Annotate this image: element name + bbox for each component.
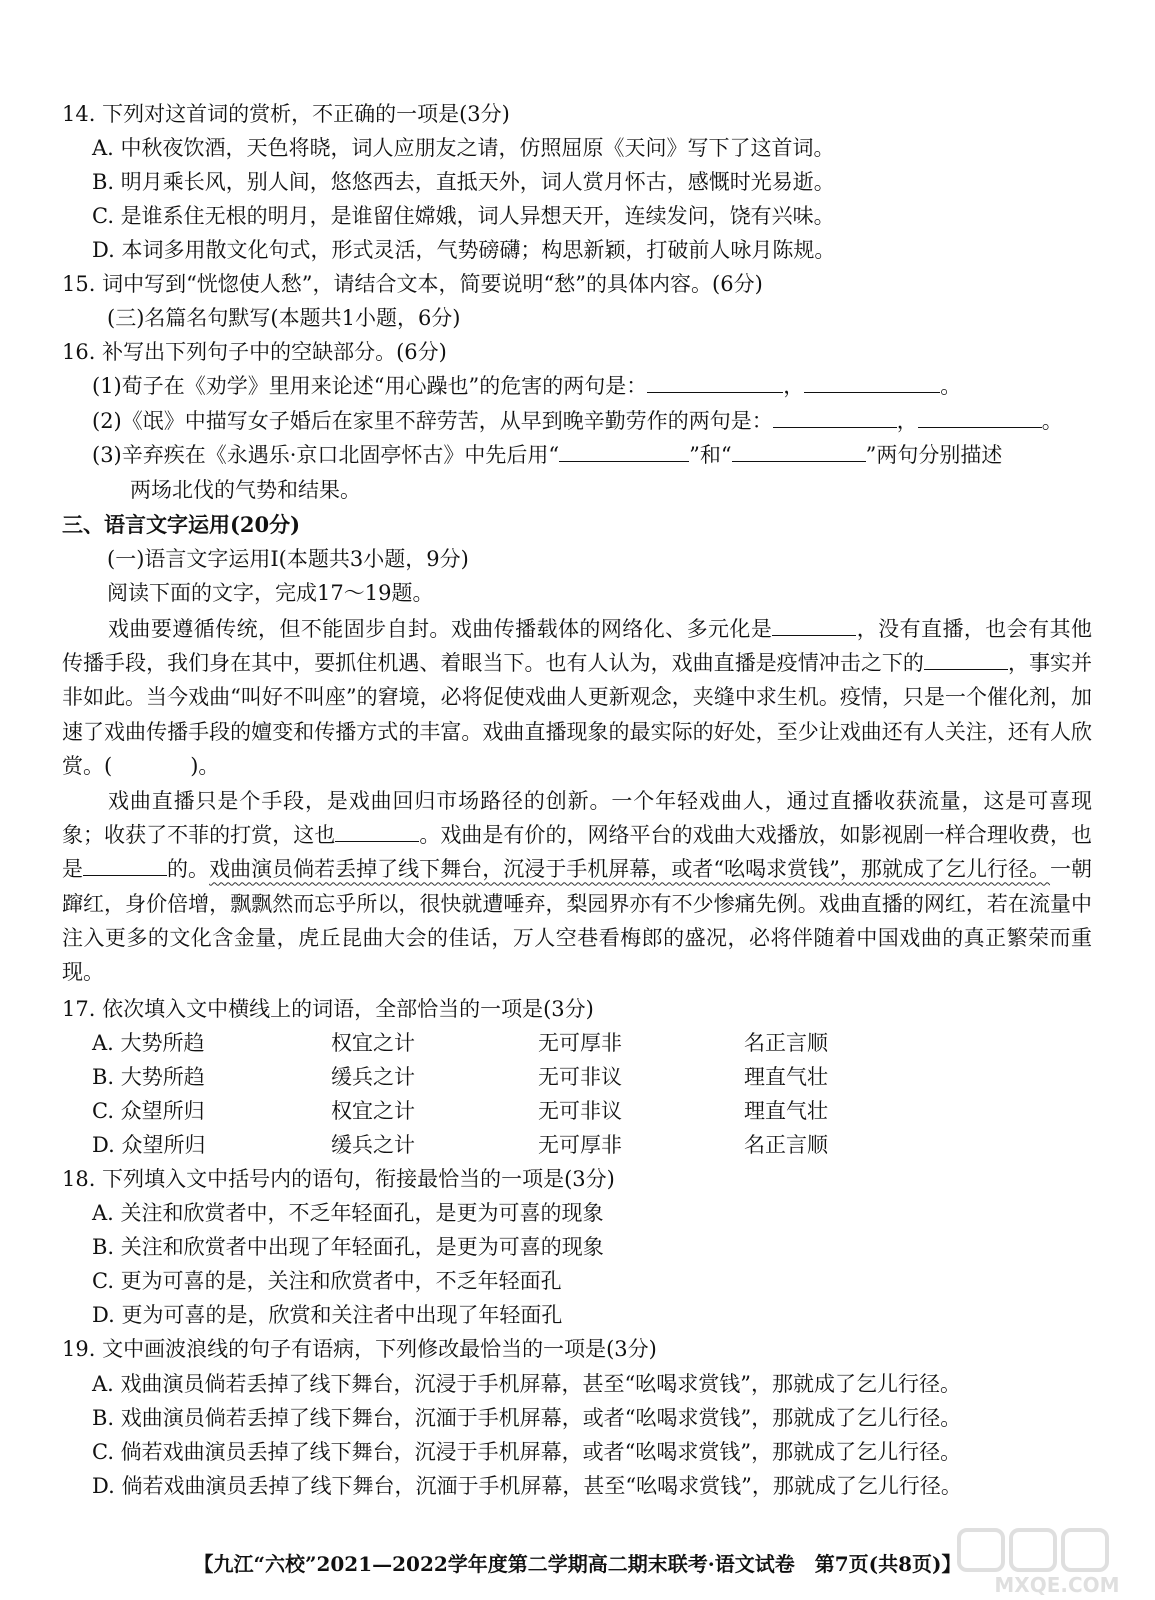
reading-intro: 阅读下面的文字，完成17～19题。: [107, 581, 434, 605]
q19-option-b: B. 戏曲演员倘若丢掉了线下舞台，沉湎于手机屏幕，或者“吆喝求赏钱”，那就成了乞儿行径。: [92, 1406, 962, 1430]
passage-text: 一朝蹿红，身价倍增，飘飘然而忘乎所以，很快就遭唾弃，梨园界亦有不少惨痛先例。戏曲直播的网红，若在流量中注入更多的文化含金量，虎丘昆曲大会的佳话，万人空巷看梅郎的盛况，必将伴随着中国戏曲的真正繁荣而重现。: [62, 857, 1093, 985]
q16-item-3-b: ”和“: [689, 443, 732, 467]
passage-text: 。戏曲是有价的，网络平台的戏曲大戏播放，如影视剧一样合理收费，也是: [62, 823, 1093, 882]
q16-period: 。: [1041, 409, 1063, 433]
q17-cell: 缓兵之计: [331, 1065, 415, 1089]
q16-item-2-text: (2)《氓》中描写女子婚后在家里不辞劳苦，从早到晚辛勤劳作的两句是：: [92, 409, 773, 433]
q16-comma: ，: [783, 374, 805, 398]
passage-blank: [772, 613, 856, 636]
q17-cell: D. 众望所归: [92, 1133, 206, 1157]
q14-option-b: B. 明月乘长风，别人间，悠悠西去，直抵天外，词人赏月怀古，感慨时光易逝。: [92, 170, 835, 194]
q17-cell: 无可厚非: [538, 1133, 622, 1157]
passage-text: ，事实并非如此。当今戏曲“叫好不叫座”的窘境，必将促使戏曲人更新观念，夹缝中求生机。疫情，只是一个催化剂，加速了戏曲传播手段的嬗变和传播方式的丰富。戏曲直播现象的最实际的好处，至少让戏曲还有人关注，还有人欣赏。(: [62, 651, 1093, 778]
q17-cell: 名正言顺: [744, 1031, 828, 1055]
q17-cell: 权宜之计: [331, 1099, 415, 1123]
q17-cell: A. 大势所趋: [92, 1031, 205, 1055]
q17-cell: 名正言顺: [744, 1133, 828, 1157]
answer-blank[interactable]: [804, 370, 940, 393]
wavy-underlined-sentence: 戏曲演员倘若丢掉了线下舞台，沉浸于手机屏幕，或者“吆喝求赏钱”，那就成了乞儿行径。: [209, 857, 1051, 882]
q16-item-3-a: (3)辛弃疾在《永遇乐·京口北固亭怀古》中先后用“: [92, 443, 560, 467]
q16-item-3-cont: 两场北伐的气势和结果。: [130, 478, 361, 502]
q18-option-c: C. 更为可喜的是，关注和欣赏者中，不乏年轻面孔: [92, 1269, 562, 1293]
q17-cell: 缓兵之计: [331, 1133, 415, 1157]
watermark-text: MXQE.COM: [994, 1573, 1120, 1596]
passage-text: 戏曲要遵循传统，但不能固步自封。戏曲传播载体的网络化、多元化是: [108, 617, 773, 641]
answer-blank[interactable]: [773, 405, 897, 428]
q19-option-c: C. 倘若戏曲演员丢掉了线下舞台，沉浸于手机屏幕，或者“吆喝求赏钱”，那就成了乞儿行径。: [92, 1440, 962, 1464]
passage-text: )。: [190, 753, 220, 778]
q14-option-c: C. 是谁系住无根的明月，是谁留住嫦娥，词人异想天开，连续发问，饶有兴味。: [92, 204, 835, 228]
q17-cell: 无可非议: [538, 1099, 622, 1123]
q16-item-3: [92, 439, 1093, 471]
q18-option-d: D. 更为可喜的是，欣赏和关注者中出现了年轻面孔: [92, 1303, 563, 1327]
passage-blank: [924, 647, 1008, 670]
q17-cell: 理直气壮: [744, 1065, 828, 1089]
passage-blank: [83, 853, 167, 876]
part-3-title: 三、语言文字运用(20分): [62, 512, 301, 537]
q17-cell: 无可非议: [538, 1065, 622, 1089]
answer-blank[interactable]: [918, 405, 1042, 428]
part-3-sub-1: (一)语言文字运用Ⅰ(本题共3小题，9分): [107, 547, 469, 571]
q16-item-2: [92, 405, 1093, 437]
q18-stem: 18. 下列填入文中括号内的语句，衔接最恰当的一项是(3分): [62, 1167, 615, 1191]
answer-blank[interactable]: [732, 439, 866, 462]
q17-cell: B. 大势所趋: [92, 1065, 205, 1089]
q16-item-3-c: ”两句分别描述: [865, 443, 1003, 467]
answer-blank[interactable]: [647, 370, 783, 393]
q19-stem: 19. 文中画波浪线的句子有语病，下列修改最恰当的一项是(3分): [62, 1337, 657, 1361]
q19-option-a: A. 戏曲演员倘若丢掉了线下舞台，沉浸于手机屏幕，甚至“吆喝求赏钱”，那就成了乞儿行径。: [92, 1372, 961, 1396]
q16-item-1-text: (1)荀子在《劝学》里用来论述“用心躁也”的危害的两句是：: [92, 374, 648, 398]
q14-option-a: A. 中秋夜饮酒，天色将晓，词人应朋友之请，仿照屈原《天问》写下了这首词。: [92, 136, 835, 160]
passage-text: 戏曲直播只是个手段，是戏曲回归市场路径的创新。一个年轻戏曲人，通过直播收获流量，这是可喜现象；收获了不菲的打赏，这也: [62, 789, 1092, 848]
passage-text: ，没有直播，也会有其他传播手段，我们身在其中，要抓住机遇、着眼当下。也有人认为，戏曲直播是疫情冲击之下的: [62, 617, 1093, 676]
passage-paragraph-2: [62, 784, 1092, 989]
q16-item-1: [92, 370, 1093, 402]
q18-option-b: B. 关注和欣赏者中出现了年轻面孔，是更为可喜的现象: [92, 1235, 604, 1259]
q16-stem: 16. 补写出下列句子中的空缺部分。(6分): [62, 340, 447, 364]
q18-option-a: A. 关注和欣赏者中，不乏年轻面孔，是更为可喜的现象: [92, 1201, 604, 1225]
q17-cell: 无可厚非: [538, 1031, 622, 1055]
q16-comma: ，: [896, 409, 918, 433]
q14-stem: 14. 下列对这首词的赏析，不正确的一项是(3分): [62, 102, 510, 126]
q19-option-d: D. 倘若戏曲演员丢掉了线下舞台，沉湎于手机屏幕，甚至“吆喝求赏钱”，那就成了乞儿行径。: [92, 1474, 962, 1498]
watermark-logo: [957, 1526, 1147, 1596]
q17-cell: 权宜之计: [331, 1031, 415, 1055]
section-3-title: (三)名篇名句默写(本题共1小题，6分): [107, 306, 461, 330]
q15-stem: 15. 词中写到“恍惚使人愁”，请结合文本，简要说明“愁”的具体内容。(6分): [62, 272, 763, 296]
q17-cell: 理直气壮: [744, 1099, 828, 1123]
page-footer: 【九江“六校”2021—2022学年度第二学期高二期末联考·语文试卷 第7页(共8页)】: [193, 1552, 962, 1576]
q17-cell: C. 众望所归: [92, 1099, 205, 1123]
passage-paragraph-1: [62, 612, 1092, 783]
q17-stem: 17. 依次填入文中横线上的词语，全部恰当的一项是(3分): [62, 997, 594, 1021]
passage-blank: [335, 819, 419, 842]
q16-period: 。: [940, 374, 962, 398]
q14-option-d: D. 本词多用散文化句式，形式灵活，气势磅礴；构思新颖，打破前人咏月陈规。: [92, 238, 836, 262]
answer-blank[interactable]: [559, 439, 689, 462]
passage-text: 的。: [167, 857, 210, 882]
